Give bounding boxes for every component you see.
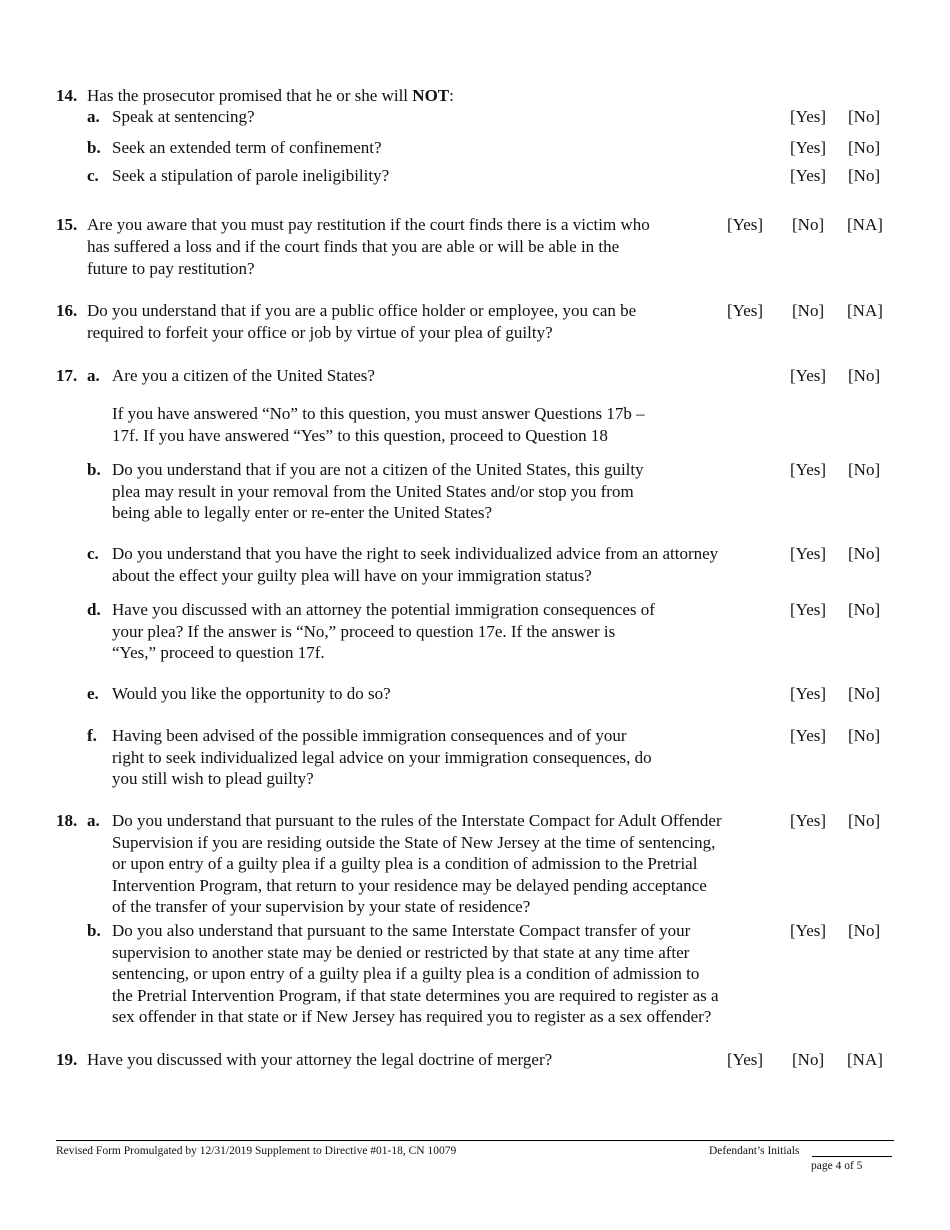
q17-number: 17. — [56, 366, 78, 385]
q19-text: Have you discussed with your attorney the legal doctrine of merger? — [87, 1050, 553, 1069]
footer-divider — [56, 1140, 894, 1141]
q17-instruction-line-2: 17f. If you have answered “Yes” to this question, proceed to Question 18 — [112, 426, 608, 445]
q19-yes-option[interactable]: [Yes] — [727, 1050, 764, 1069]
q14b-no-option[interactable]: [No] — [848, 138, 881, 157]
q18a-yes-option[interactable]: [Yes] — [790, 811, 827, 830]
q18b-text-line-4: the Pretrial Intervention Program, if that state determines you are required to register as a — [112, 986, 719, 1005]
q18a-no-option[interactable]: [No] — [848, 811, 881, 830]
q16-na-option[interactable]: [NA] — [847, 301, 883, 320]
q14-text-start: Has the prosecutor promised that he or she will — [87, 86, 413, 105]
q17f-text-line-1: Having been advised of the possible immigration consequences and of your — [112, 726, 627, 745]
q19-no-option[interactable]: [No] — [792, 1050, 825, 1069]
q14c-no-option[interactable]: [No] — [848, 166, 881, 185]
q14a-text: Speak at sentencing? — [112, 107, 255, 126]
q18b-text-line-5: sex offender in that state or if New Jersey has required you to register as a sex offender? — [112, 1007, 712, 1026]
q17a-label: a. — [87, 366, 100, 385]
q18a-label: a. — [87, 811, 100, 830]
q17d-text-line-2: your plea? If the answer is “No,” proceed to question 17e. If the answer is — [112, 622, 616, 641]
q19-number: 19. — [56, 1050, 78, 1069]
q15-na-option[interactable]: [NA] — [847, 215, 883, 234]
q17a-text: Are you a citizen of the United States? — [112, 366, 375, 385]
q17d-no-option[interactable]: [No] — [848, 600, 881, 619]
q14-text-end: : — [449, 86, 454, 105]
q14a-label: a. — [87, 107, 100, 126]
q17f-label: f. — [87, 726, 97, 745]
q18a-text-line-5: of the transfer of your supervision by your state of residence? — [112, 897, 531, 916]
q17f-text-line-2: right to seek individualized legal advice on your immigration consequences, do — [112, 748, 652, 767]
q17e-yes-option[interactable]: [Yes] — [790, 684, 827, 703]
q17f-no-option[interactable]: [No] — [848, 726, 881, 745]
q18a-text-line-1: Do you understand that pursuant to the rules of the Interstate Compact for Adult Offender — [112, 811, 722, 830]
q14b-yes-option[interactable]: [Yes] — [790, 138, 827, 157]
page-number: page 4 of 5 — [811, 1160, 863, 1172]
q18-number: 18. — [56, 811, 78, 830]
q17d-label: d. — [87, 600, 101, 619]
q18b-yes-option[interactable]: [Yes] — [790, 921, 827, 940]
q17e-no-option[interactable]: [No] — [848, 684, 881, 703]
defendant-initials-field[interactable] — [812, 1156, 892, 1157]
q18b-text-line-2: supervision to another state may be denied or restricted by that state at any time after — [112, 943, 690, 962]
q14a-no-option[interactable]: [No] — [848, 107, 881, 126]
q17e-label: e. — [87, 684, 99, 703]
q15-yes-option[interactable]: [Yes] — [727, 215, 764, 234]
q18a-text-line-4: Intervention Program, that return to your residence may be delayed pending acceptance — [112, 876, 707, 895]
q14b-label: b. — [87, 138, 101, 157]
q14-text — [87, 85, 454, 107]
q15-number: 15. — [56, 215, 78, 234]
q14-number: 14. — [56, 86, 78, 105]
q17d-text-line-1: Have you discussed with an attorney the potential immigration consequences of — [112, 600, 655, 619]
q15-text-line-3: future to pay restitution? — [87, 259, 255, 278]
q15-no-option[interactable]: [No] — [792, 215, 825, 234]
q17f-text-line-3: you still wish to plead guilty? — [112, 769, 314, 788]
q14b-text: Seek an extended term of confinement? — [112, 138, 382, 157]
q15-text-line-1: Are you aware that you must pay restitution if the court finds there is a victim who — [87, 215, 650, 234]
q14c-label: c. — [87, 166, 99, 185]
q17c-label: c. — [87, 544, 99, 563]
q17a-yes-option[interactable]: [Yes] — [790, 366, 827, 385]
q17c-text-line-2: about the effect your guilty plea will have on your immigration status? — [112, 566, 592, 585]
q18b-no-option[interactable]: [No] — [848, 921, 881, 940]
q17b-text-line-1: Do you understand that if you are not a citizen of the United States, this guilty — [112, 460, 644, 479]
q18b-text-line-1: Do you also understand that pursuant to the same Interstate Compact transfer of your — [112, 921, 691, 940]
q14c-text: Seek a stipulation of parole ineligibility? — [112, 166, 390, 185]
defendant-initials-label: Defendant’s Initials — [709, 1145, 800, 1157]
q19-na-option[interactable]: [NA] — [847, 1050, 883, 1069]
q17c-no-option[interactable]: [No] — [848, 544, 881, 563]
q17c-text-line-1: Do you understand that you have the right to seek individualized advice from an attorney — [112, 544, 719, 563]
q18a-text-line-3: or upon entry of a guilty plea if a guilty plea is a condition of admission to the Pretrial — [112, 854, 698, 873]
q16-number: 16. — [56, 301, 78, 320]
q17d-yes-option[interactable]: [Yes] — [790, 600, 827, 619]
q17b-text-line-2: plea may result in your removal from the United States and/or stop you from — [112, 482, 634, 501]
q17d-text-line-3: “Yes,” proceed to question 17f. — [112, 643, 325, 662]
q17b-no-option[interactable]: [No] — [848, 460, 881, 479]
q14c-yes-option[interactable]: [Yes] — [790, 166, 827, 185]
q16-text-line-2: required to forfeit your office or job by virtue of your plea of guilty? — [87, 323, 553, 342]
q17b-yes-option[interactable]: [Yes] — [790, 460, 827, 479]
footer-revision-note: Revised Form Promulgated by 12/31/2019 Supplement to Directive #01-18, CN 10079 — [56, 1145, 457, 1157]
q18b-text-line-3: sentencing, or upon entry of a guilty plea if a guilty plea is a condition of admission to — [112, 964, 700, 983]
q14-text-bold: NOT — [412, 86, 450, 105]
q17c-yes-option[interactable]: [Yes] — [790, 544, 827, 563]
q18a-text-line-2: Supervision if you are residing outside the State of New Jersey at the time of sentencing, — [112, 833, 716, 852]
q17e-text: Would you like the opportunity to do so? — [112, 684, 391, 703]
q18b-label: b. — [87, 921, 101, 940]
q17a-no-option[interactable]: [No] — [848, 366, 881, 385]
q16-yes-option[interactable]: [Yes] — [727, 301, 764, 320]
q16-text-line-1: Do you understand that if you are a public office holder or employee, you can be — [87, 301, 637, 320]
q17b-text-line-3: being able to legally enter or re-enter the United States? — [112, 503, 492, 522]
q16-no-option[interactable]: [No] — [792, 301, 825, 320]
q15-text-line-2: has suffered a loss and if the court finds that you are able or will be able in the — [87, 237, 620, 256]
q17-instruction-line-1: If you have answered “No” to this question, you must answer Questions 17b – — [112, 404, 645, 423]
q14a-yes-option[interactable]: [Yes] — [790, 107, 827, 126]
q17f-yes-option[interactable]: [Yes] — [790, 726, 827, 745]
q17b-label: b. — [87, 460, 101, 479]
